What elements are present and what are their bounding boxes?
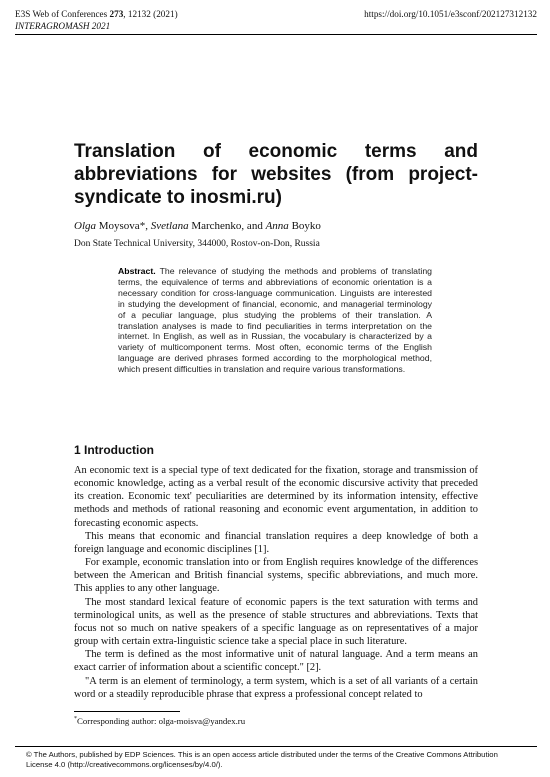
paragraph: An economic text is a special type of text dedicated for the fixation, storage and transmission of economic knowledge, acting as a verbal result of the economic discursive activity that preceded its creation. Economic text' peculiarities are determined by its information intensity, effective methods and methods of rational reasoning and economic event argumentation, in addition to forecasting economic aspects. [74, 465, 478, 529]
section-heading: 1 Introduction [74, 443, 154, 457]
paragraph: "A term is an element of terminology, a term system, which is a set of all variants of a certain word or a steadily reproducible phrase that express a professional concept related to [74, 675, 478, 700]
journal-name: E3S Web of Conferences [15, 9, 110, 19]
footnote-marker: * [74, 716, 77, 723]
paper-title: Translation of economic terms and abbreviations for websites (from project-syndicate to inosmi.ru) [74, 141, 478, 208]
footnote-text: Corresponding author: olga-moisva@yandex.ru [77, 716, 246, 726]
footer-divider [15, 746, 537, 747]
author-list [74, 220, 321, 233]
paragraph: This means that economic and financial translation requires a deep knowledge of both a foreign language and economic disciplines [1]. [74, 530, 478, 555]
paragraph: For example, economic translation into or from English requires knowledge of the differences between the American and British financial systems, specific abbreviations, and much more. This applies to any other language. [74, 557, 478, 595]
author-3-last: Boyko [288, 220, 321, 232]
footnote-divider [74, 711, 180, 712]
affiliation: Don State Technical University, 344000, Rostov-on-Don, Russia [74, 239, 320, 249]
author-1-last: Moysova*, [96, 220, 151, 232]
abstract-text: The relevance of studying the methods and problems of translating terms, the equivalence of terms and abbreviations of economic orientation is a necessary condition for cross-language communication. Linguists are interested in studying the development of financial, economic, and managerial terminology of a peculiar language, plus studying the problems of their translation. A translation analyses is made to find peculiarities in terms interpretation on the internet. In English, as well as in Russian, the vocabulary is characterized by a variety of multicomponent terms. Most often, economic terms of the English language are derived phrases formed according to the morphological method, which present difficulties in translation and require various transformations. [118, 266, 432, 375]
section-body [74, 464, 478, 701]
paragraph: The most standard lexical feature of economic papers is the text saturation with terms and terminological units, as well as the presence of stable structures and abbreviations. Texts that focus not so much on native speakers of a specific language as on representatives of a major group with certain extra-linguistic science take a special place in such literature. [74, 596, 478, 648]
author-2-first: Svetlana [150, 220, 189, 232]
journal-volume: 273 [109, 9, 124, 19]
license-footer: © The Authors, published by EDP Sciences. This is an open access article distributed under the terms of the Creative Commons Attribution License 4.0 (http://creativecommons.org/licenses/by/4.0/). [26, 750, 498, 769]
abstract [118, 266, 432, 375]
author-2-last: Marchenko, and [188, 220, 266, 232]
author-1-first: Olga [74, 220, 96, 232]
footnote [74, 716, 245, 726]
author-3-first: Anna [265, 220, 289, 232]
paragraph: The term is defined as the most informative unit of natural language. And a term means an exact carrier of information about a scientific concept." [2]. [74, 649, 478, 674]
conference-name: INTERAGROMASH 2021 [15, 21, 111, 31]
journal-citation [15, 9, 178, 20]
abstract-label: Abstract. [118, 266, 156, 276]
header-divider [15, 34, 537, 35]
article-number: , 12132 (2021) [123, 9, 178, 19]
doi-link[interactable]: https://doi.org/10.1051/e3sconf/202127312132 [364, 9, 537, 19]
